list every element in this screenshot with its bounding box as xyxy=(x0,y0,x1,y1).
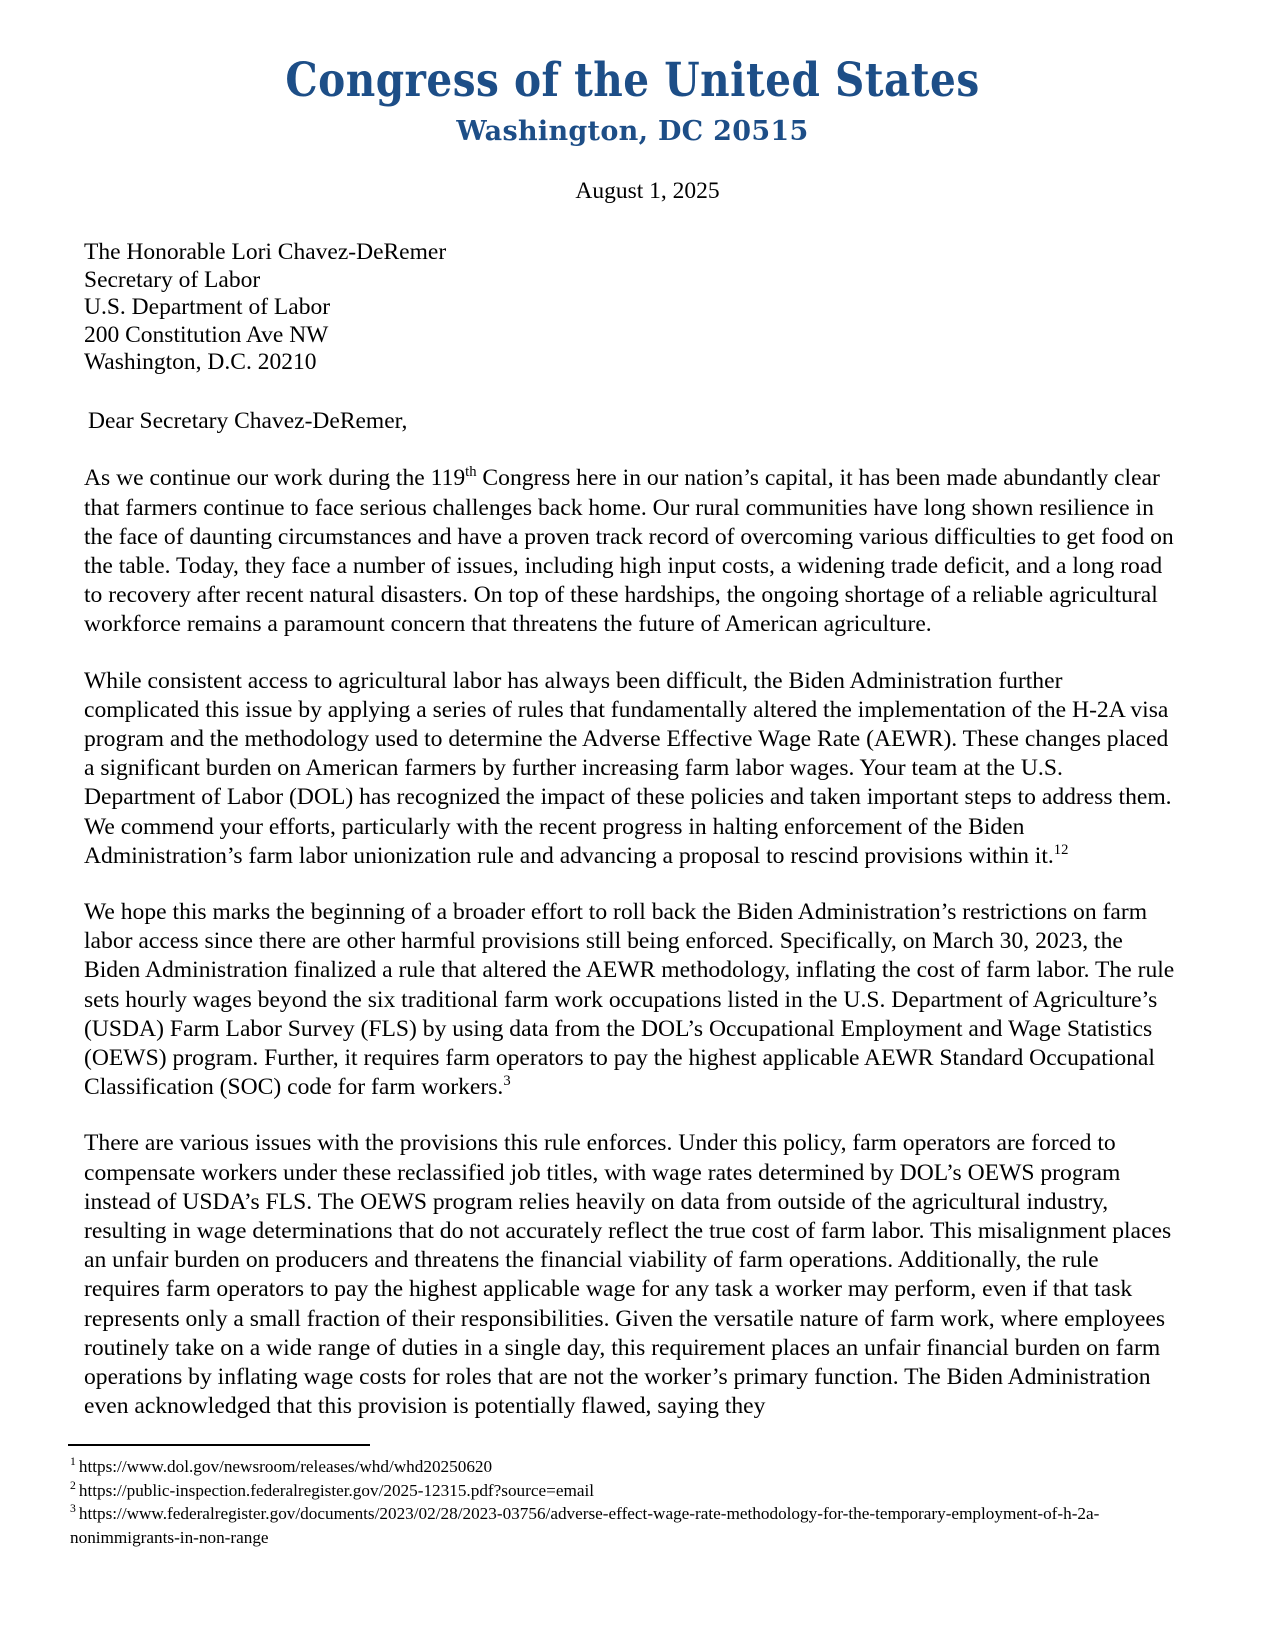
letterhead xyxy=(0,0,1265,147)
paragraph-2-text: While consistent access to agricultural labor has always been difficult, the Biden Administration further complicated this issue by applying a series of rules that fundamentally altered the implementation of the H-2A visa program and the methodology used to determine the Adverse Effective Wage Rate (AEWR). These changes placed a significant burden on American farmers by further increasing farm labor wages. Your team at the U.S. Department of Labor (DOL) has recognized the impact of these policies and taken important steps to address them. We commend your efforts, particularly with the recent progress in halting enforcement of the Biden Administration’s farm labor unionization rule and advancing a proposal to rescind provisions within it. xyxy=(84,667,1172,869)
footnote-separator-rule xyxy=(68,1444,370,1446)
paragraph-4: There are various issues with the provisions this rule enforces. Under this policy, farm operators are forced to compensate workers under these reclassified job titles, with wage rates determined by DOL’s OEWS program instead of USDA’s FLS. The OEWS program relies heavily on data from outside of the agricultural industry, resulting in wage determinations that do not accurately reflect the true cost of farm labor. This misalignment places an unfair burden on producers and threatens the financial viability of farm operations. Additionally, the rule requires farm operators to pay the highest applicable wage for any task a worker may perform, even if that task represents only a small fraction of their responsibilities. Given the versatile nature of farm work, where employees routinely take on a wide range of duties in a single day, this requirement places an unfair financial burden on farm operations by inflating wage costs for roles that are not the worker’s primary function. The Biden Administration even acknowledged that this provision is potentially flawed, saying they xyxy=(84,1130,1172,1420)
address-line: Secretary of Labor xyxy=(84,266,261,293)
footnote-url[interactable]: https://public-inspection.federalregister.gov/2025-12315.pdf?source=email xyxy=(78,1480,594,1500)
paragraph-1-text-a: As we continue our work during the 119 xyxy=(84,465,466,492)
address-line: Washington, D.C. 20210 xyxy=(84,349,317,376)
paragraph-2 xyxy=(84,667,1177,871)
footnote-ref-3[interactable]: 3 xyxy=(503,1073,511,1090)
ordinal-superscript: th xyxy=(465,464,477,481)
paragraph-1-text-b: Congress here in our nation’s capital, it has been made abundantly clear that farmers continue to face serious challenges back home. Our rural communities have long shown resilience in the face of daunting circumstances and have a proven track record of overcoming various difficulties to get food on the table. Today, they face a number of issues, including high input costs, a widening trade deficit, and a long road to recovery after recent natural disasters. On top of these hardships, the ongoing shortage of a reliable agricultural workforce remains a paramount concern that threatens the future of American agriculture. xyxy=(84,465,1174,638)
footnote-marker: 3 xyxy=(70,1502,76,1516)
paragraph-3 xyxy=(84,898,1177,1102)
paragraph-1 xyxy=(84,464,1177,639)
address-line: The Honorable Lori Chavez-DeRemer xyxy=(84,239,447,266)
footnote-marker: 1 xyxy=(70,1455,76,1469)
footnotes-section xyxy=(68,1444,1195,1549)
footnote-item xyxy=(68,1502,1195,1549)
footnote-url[interactable]: https://www.dol.gov/newsroom/releases/whd/whd20250620 xyxy=(78,1457,493,1476)
letter-date: August 1, 2025 xyxy=(575,178,720,205)
footnote-item xyxy=(68,1455,1195,1479)
salutation: Dear Secretary Chavez-DeRemer, xyxy=(88,407,408,434)
letterhead-subtitle: Washington, DC 20515 xyxy=(456,116,809,148)
footnote-url[interactable]: https://www.federalregister.gov/documents/2023/02/28/2023-03756/adverse-effect-wage-rate-methodology-for-the-temporary-employment-of-h-2a-nonimmigrants-in-non-range xyxy=(70,1504,1100,1547)
recipient-address-block xyxy=(84,239,1177,377)
footnote-ref-12[interactable]: 12 xyxy=(1053,841,1069,858)
letterhead-title: Congress of the United States xyxy=(285,53,980,108)
footnote-marker: 2 xyxy=(70,1478,76,1492)
address-line: U.S. Department of Labor xyxy=(84,294,331,321)
paragraph-3-text: We hope this marks the beginning of a broader effort to roll back the Biden Administration’s restrictions on farm labor access since there are other harmful provisions still being enforced. Specifically, on March 30, 2023, the Biden Administration finalized a rule that altered the AEWR methodology, inflating the cost of farm labor. The rule sets hourly wages beyond the six traditional farm work occupations listed in the U.S. Department of Agriculture’s (USDA) Farm Labor Survey (FLS) by using data from the DOL’s Occupational Employment and Wage Statistics (OEWS) program. Further, it requires farm operators to pay the highest applicable AEWR Standard Occupational Classification (SOC) code for farm workers. xyxy=(84,899,1175,1101)
footnote-item xyxy=(68,1479,1195,1503)
letter-body xyxy=(0,239,1265,1421)
address-line: 200 Constitution Ave NW xyxy=(84,321,329,348)
